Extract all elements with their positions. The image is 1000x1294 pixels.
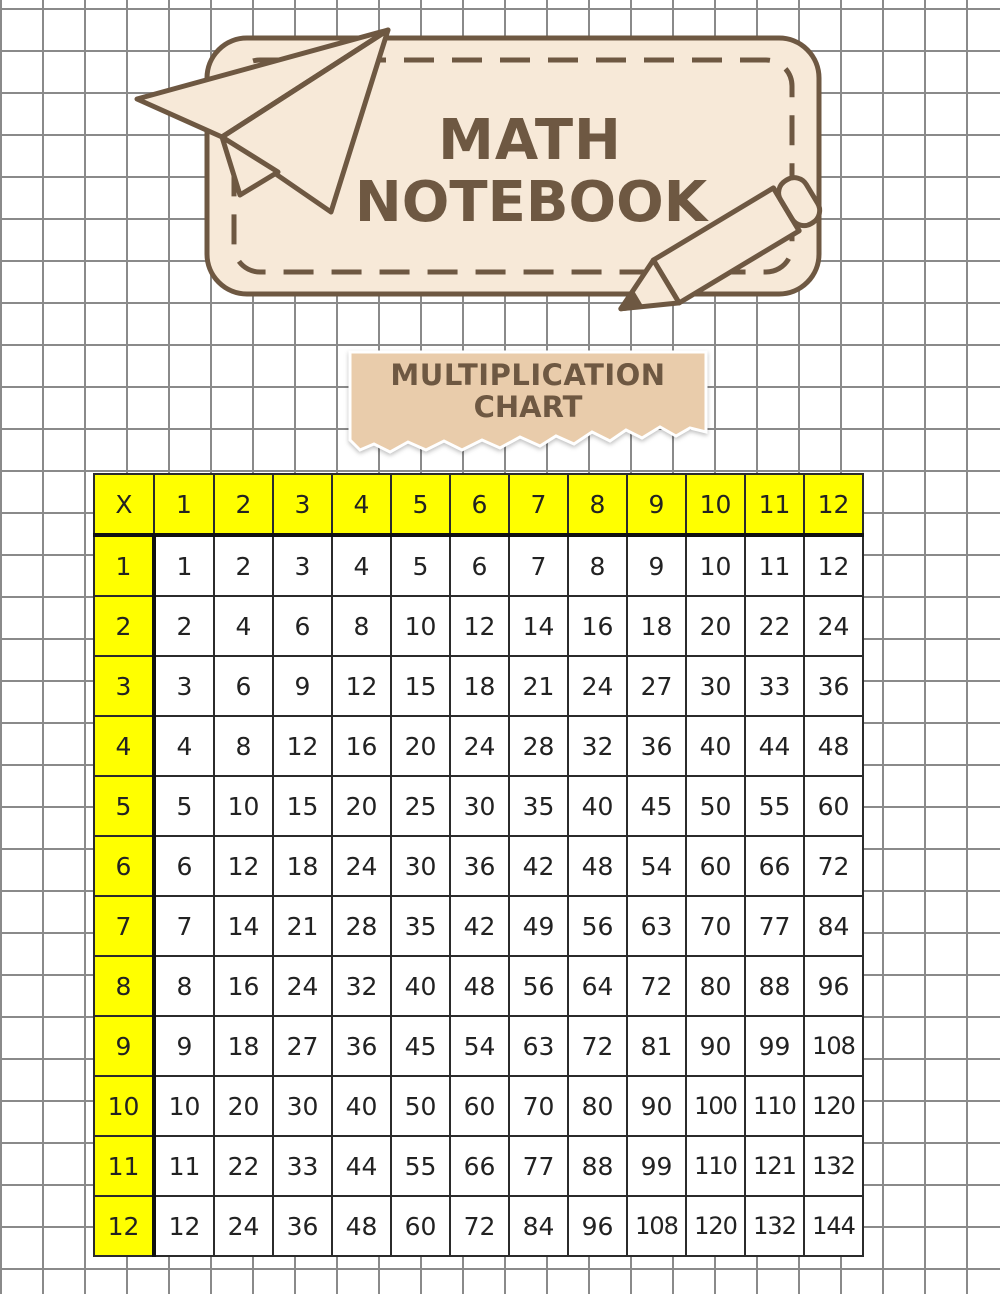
product-cell: 2	[154, 596, 214, 656]
column-header-cell: 2	[214, 474, 273, 535]
row-header-cell: 5	[94, 776, 154, 836]
product-cell: 9	[154, 1016, 214, 1076]
product-cell: 11	[745, 535, 804, 596]
product-cell: 22	[214, 1136, 273, 1196]
subtitle-line-chart: CHART	[473, 390, 583, 424]
product-cell: 18	[627, 596, 686, 656]
product-cell: 63	[627, 896, 686, 956]
row-header-cell: 10	[94, 1076, 154, 1136]
product-cell: 28	[332, 896, 391, 956]
row-header-cell: 2	[94, 596, 154, 656]
product-cell: 16	[568, 596, 627, 656]
product-cell: 60	[686, 836, 745, 896]
multiplication-table	[93, 473, 864, 1257]
product-cell: 5	[154, 776, 214, 836]
product-cell: 56	[568, 896, 627, 956]
product-cell: 36	[627, 716, 686, 776]
product-cell: 48	[332, 1196, 391, 1256]
product-cell: 110	[745, 1076, 804, 1136]
product-cell: 20	[332, 776, 391, 836]
table-row	[94, 836, 863, 896]
product-cell: 10	[391, 596, 450, 656]
product-cell: 20	[391, 716, 450, 776]
column-header-cell: 3	[273, 474, 332, 535]
product-cell: 24	[450, 716, 509, 776]
product-cell: 8	[332, 596, 391, 656]
product-cell: 30	[391, 836, 450, 896]
product-cell: 60	[391, 1196, 450, 1256]
product-cell: 54	[450, 1016, 509, 1076]
product-cell: 14	[214, 896, 273, 956]
row-header-cell: 11	[94, 1136, 154, 1196]
product-cell: 6	[154, 836, 214, 896]
product-cell: 55	[391, 1136, 450, 1196]
product-cell: 108	[804, 1016, 863, 1076]
title-line-notebook: NOTEBOOK	[354, 170, 708, 235]
product-cell: 14	[509, 596, 568, 656]
table-row	[94, 535, 863, 596]
product-cell: 36	[273, 1196, 332, 1256]
product-cell: 108	[627, 1196, 686, 1256]
product-cell: 70	[686, 896, 745, 956]
product-cell: 24	[804, 596, 863, 656]
product-cell: 70	[509, 1076, 568, 1136]
product-cell: 100	[686, 1076, 745, 1136]
product-cell: 80	[568, 1076, 627, 1136]
product-cell: 132	[745, 1196, 804, 1256]
product-cell: 40	[332, 1076, 391, 1136]
product-cell: 24	[273, 956, 332, 1016]
product-cell: 4	[214, 596, 273, 656]
product-cell: 18	[273, 836, 332, 896]
column-header-cell: 10	[686, 474, 745, 535]
product-cell: 21	[509, 656, 568, 716]
row-header-cell: 6	[94, 836, 154, 896]
product-cell: 16	[214, 956, 273, 1016]
product-cell: 36	[450, 836, 509, 896]
column-header-cell: 6	[450, 474, 509, 535]
product-cell: 45	[627, 776, 686, 836]
product-cell: 1	[154, 535, 214, 596]
product-cell: 10	[214, 776, 273, 836]
product-cell: 90	[686, 1016, 745, 1076]
product-cell: 40	[568, 776, 627, 836]
product-cell: 121	[745, 1136, 804, 1196]
row-header-cell: 7	[94, 896, 154, 956]
column-header-cell: 4	[332, 474, 391, 535]
subtitle-line-multiplication: MULTIPLICATION	[390, 358, 666, 392]
product-cell: 9	[627, 535, 686, 596]
product-cell: 12	[450, 596, 509, 656]
product-cell: 72	[568, 1016, 627, 1076]
product-cell: 42	[509, 836, 568, 896]
product-cell: 40	[391, 956, 450, 1016]
product-cell: 25	[391, 776, 450, 836]
table-row	[94, 1136, 863, 1196]
product-cell: 66	[450, 1136, 509, 1196]
product-cell: 77	[509, 1136, 568, 1196]
table-row	[94, 956, 863, 1016]
product-cell: 3	[154, 656, 214, 716]
product-cell: 45	[391, 1016, 450, 1076]
product-cell: 12	[332, 656, 391, 716]
product-cell: 33	[745, 656, 804, 716]
product-cell: 24	[214, 1196, 273, 1256]
column-header-cell: 8	[568, 474, 627, 535]
table-corner-cell: X	[94, 474, 154, 535]
product-cell: 16	[332, 716, 391, 776]
product-cell: 18	[214, 1016, 273, 1076]
product-cell: 96	[568, 1196, 627, 1256]
column-header-cell: 7	[509, 474, 568, 535]
product-cell: 7	[509, 535, 568, 596]
table-row	[94, 896, 863, 956]
product-cell: 27	[627, 656, 686, 716]
product-cell: 22	[745, 596, 804, 656]
product-cell: 36	[332, 1016, 391, 1076]
product-cell: 60	[804, 776, 863, 836]
product-cell: 63	[509, 1016, 568, 1076]
product-cell: 66	[745, 836, 804, 896]
product-cell: 144	[804, 1196, 863, 1256]
table-row	[94, 1196, 863, 1256]
row-header-cell: 3	[94, 656, 154, 716]
table-row	[94, 1016, 863, 1076]
product-cell: 28	[509, 716, 568, 776]
product-cell: 77	[745, 896, 804, 956]
row-header-cell: 8	[94, 956, 154, 1016]
row-header-cell: 4	[94, 716, 154, 776]
product-cell: 120	[804, 1076, 863, 1136]
product-cell: 72	[804, 836, 863, 896]
product-cell: 55	[745, 776, 804, 836]
table-row	[94, 1076, 863, 1136]
product-cell: 12	[154, 1196, 214, 1256]
product-cell: 35	[509, 776, 568, 836]
product-cell: 27	[273, 1016, 332, 1076]
product-cell: 7	[154, 896, 214, 956]
product-cell: 88	[568, 1136, 627, 1196]
product-cell: 99	[627, 1136, 686, 1196]
product-cell: 2	[214, 535, 273, 596]
product-cell: 44	[332, 1136, 391, 1196]
column-header-cell: 9	[627, 474, 686, 535]
product-cell: 30	[273, 1076, 332, 1136]
product-cell: 24	[568, 656, 627, 716]
column-header-cell: 5	[391, 474, 450, 535]
product-cell: 48	[450, 956, 509, 1016]
product-cell: 84	[804, 896, 863, 956]
product-cell: 10	[154, 1076, 214, 1136]
product-cell: 5	[391, 535, 450, 596]
product-cell: 40	[686, 716, 745, 776]
product-cell: 6	[273, 596, 332, 656]
table-header-row	[94, 474, 863, 535]
product-cell: 32	[568, 716, 627, 776]
title-line-math: MATH	[438, 108, 622, 173]
product-cell: 44	[745, 716, 804, 776]
product-cell: 21	[273, 896, 332, 956]
product-cell: 12	[214, 836, 273, 896]
product-cell: 12	[273, 716, 332, 776]
column-header-cell: 12	[804, 474, 863, 535]
product-cell: 50	[686, 776, 745, 836]
table-row	[94, 776, 863, 836]
product-cell: 8	[214, 716, 273, 776]
product-cell: 99	[745, 1016, 804, 1076]
product-cell: 6	[450, 535, 509, 596]
row-header-cell: 12	[94, 1196, 154, 1256]
product-cell: 12	[804, 535, 863, 596]
column-header-cell: 1	[154, 474, 214, 535]
table-row	[94, 596, 863, 656]
product-cell: 132	[804, 1136, 863, 1196]
product-cell: 3	[273, 535, 332, 596]
product-cell: 11	[154, 1136, 214, 1196]
product-cell: 24	[332, 836, 391, 896]
product-cell: 15	[391, 656, 450, 716]
product-cell: 33	[273, 1136, 332, 1196]
table-row	[94, 716, 863, 776]
product-cell: 64	[568, 956, 627, 1016]
product-cell: 84	[509, 1196, 568, 1256]
product-cell: 8	[568, 535, 627, 596]
product-cell: 32	[332, 956, 391, 1016]
product-cell: 60	[450, 1076, 509, 1136]
table-row	[94, 656, 863, 716]
product-cell: 56	[509, 956, 568, 1016]
product-cell: 20	[686, 596, 745, 656]
product-cell: 36	[804, 656, 863, 716]
product-cell: 4	[154, 716, 214, 776]
product-cell: 48	[804, 716, 863, 776]
product-cell: 35	[391, 896, 450, 956]
product-cell: 72	[450, 1196, 509, 1256]
product-cell: 8	[154, 956, 214, 1016]
product-cell: 90	[627, 1076, 686, 1136]
product-cell: 20	[214, 1076, 273, 1136]
product-cell: 30	[686, 656, 745, 716]
row-header-cell: 1	[94, 535, 154, 596]
product-cell: 9	[273, 656, 332, 716]
product-cell: 49	[509, 896, 568, 956]
product-cell: 72	[627, 956, 686, 1016]
column-header-cell: 11	[745, 474, 804, 535]
product-cell: 48	[568, 836, 627, 896]
product-cell: 88	[745, 956, 804, 1016]
product-cell: 6	[214, 656, 273, 716]
product-cell: 96	[804, 956, 863, 1016]
product-cell: 42	[450, 896, 509, 956]
product-cell: 80	[686, 956, 745, 1016]
product-cell: 50	[391, 1076, 450, 1136]
product-cell: 120	[686, 1196, 745, 1256]
product-cell: 81	[627, 1016, 686, 1076]
product-cell: 54	[627, 836, 686, 896]
product-cell: 30	[450, 776, 509, 836]
row-header-cell: 9	[94, 1016, 154, 1076]
product-cell: 4	[332, 535, 391, 596]
product-cell: 18	[450, 656, 509, 716]
product-cell: 110	[686, 1136, 745, 1196]
product-cell: 15	[273, 776, 332, 836]
product-cell: 10	[686, 535, 745, 596]
